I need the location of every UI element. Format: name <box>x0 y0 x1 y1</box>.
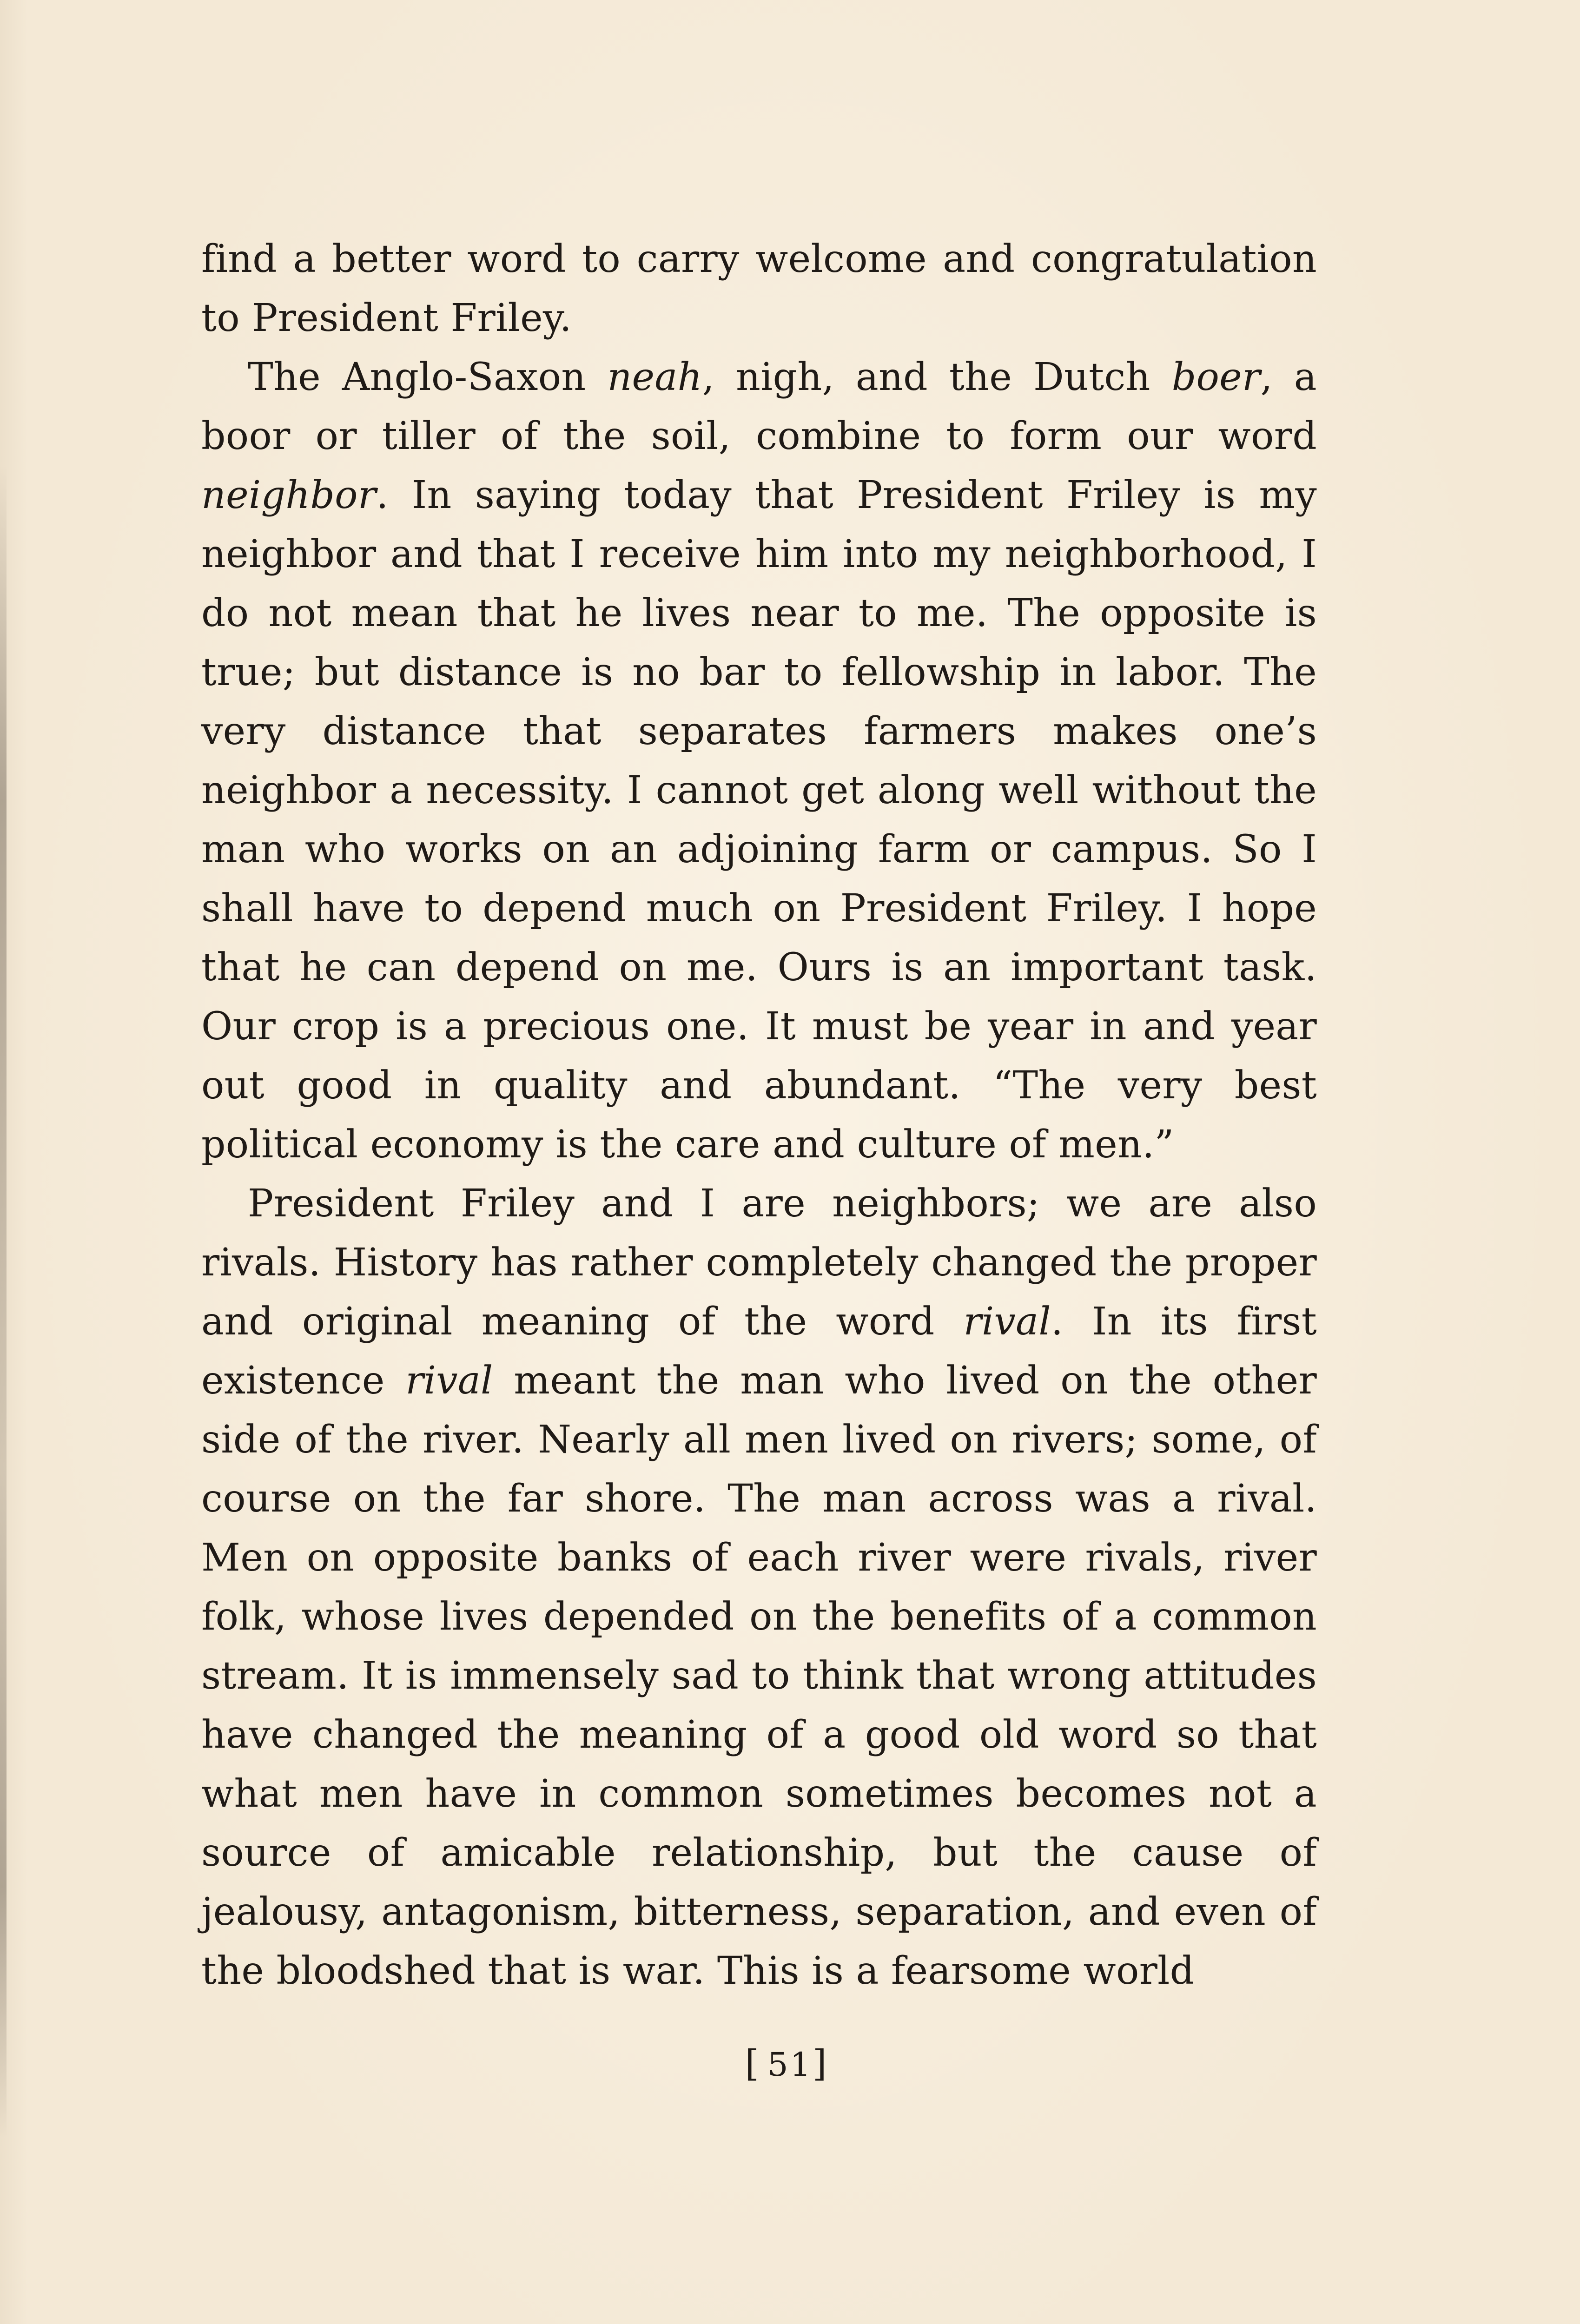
folio-number: 51 <box>767 2046 813 2084</box>
body-text <box>201 230 1317 2000</box>
italic-term: rival <box>963 1300 1051 1344</box>
folio-open-bracket: [ <box>745 2043 767 2085</box>
italic-term: neighbor <box>201 473 377 517</box>
italic-term: neah <box>607 355 702 399</box>
text-run: meant the man who lived on the other side of the river. Nearly all men lived on rivers; some, of course on the far shore. The man across was a rival. Men on opposite banks of each river were rivals, river folk, whose lives depended on the benefits of a common stream. It is immensely sad to think that wrong attitudes have changed the meaning of a good old word so that what men have in common sometimes becomes not a source of amicable relationship, but the cause of jealousy, antagonism, bitterness, separation, and even of the bloodshed that is war. This is a fearsome world <box>201 1359 1317 1993</box>
paragraph-continuation <box>201 230 1317 348</box>
page-number <box>0 2043 1580 2085</box>
paragraph-neighbor <box>201 348 1317 1174</box>
text-run: . In its first existence <box>201 1300 1317 1403</box>
text-run: . In saying today that President Friley is my neighbor and that I receive him into my neighborhood, I do not mean that he lives near to me. The opposite is true; but distance is no bar to fellowship in labor. The very distance that separates farmers makes one’s neighbor a necessity. I cannot get along well without the man who works on an adjoining farm or campus. So I shall have to depend much on President Friley. I hope that he can depend on me. Ours is an important task. Our crop is a precious one. It must be year in and year out good in quality and abundant. “The very best political economy is the care and culture of men.” <box>201 473 1317 1167</box>
text-run: , nigh, and the Dutch <box>702 355 1172 399</box>
text-run: The Anglo-Saxon <box>248 355 608 399</box>
text-run: find a better word to carry welcome and congratulation to President Friley. <box>201 237 1317 340</box>
text-run: , a boor or tiller of the soil, combine to form our word <box>201 355 1317 458</box>
italic-term: rival <box>405 1359 493 1403</box>
binding-shadow <box>0 465 7 2138</box>
text-run: President Friley and I are neighbors; we are also rivals. History has rather completely changed the proper and original meaning of the word <box>201 1182 1317 1344</box>
paragraph-rivals <box>201 1174 1317 2000</box>
folio-close-bracket: ] <box>813 2043 835 2085</box>
italic-term: boer <box>1171 355 1261 399</box>
